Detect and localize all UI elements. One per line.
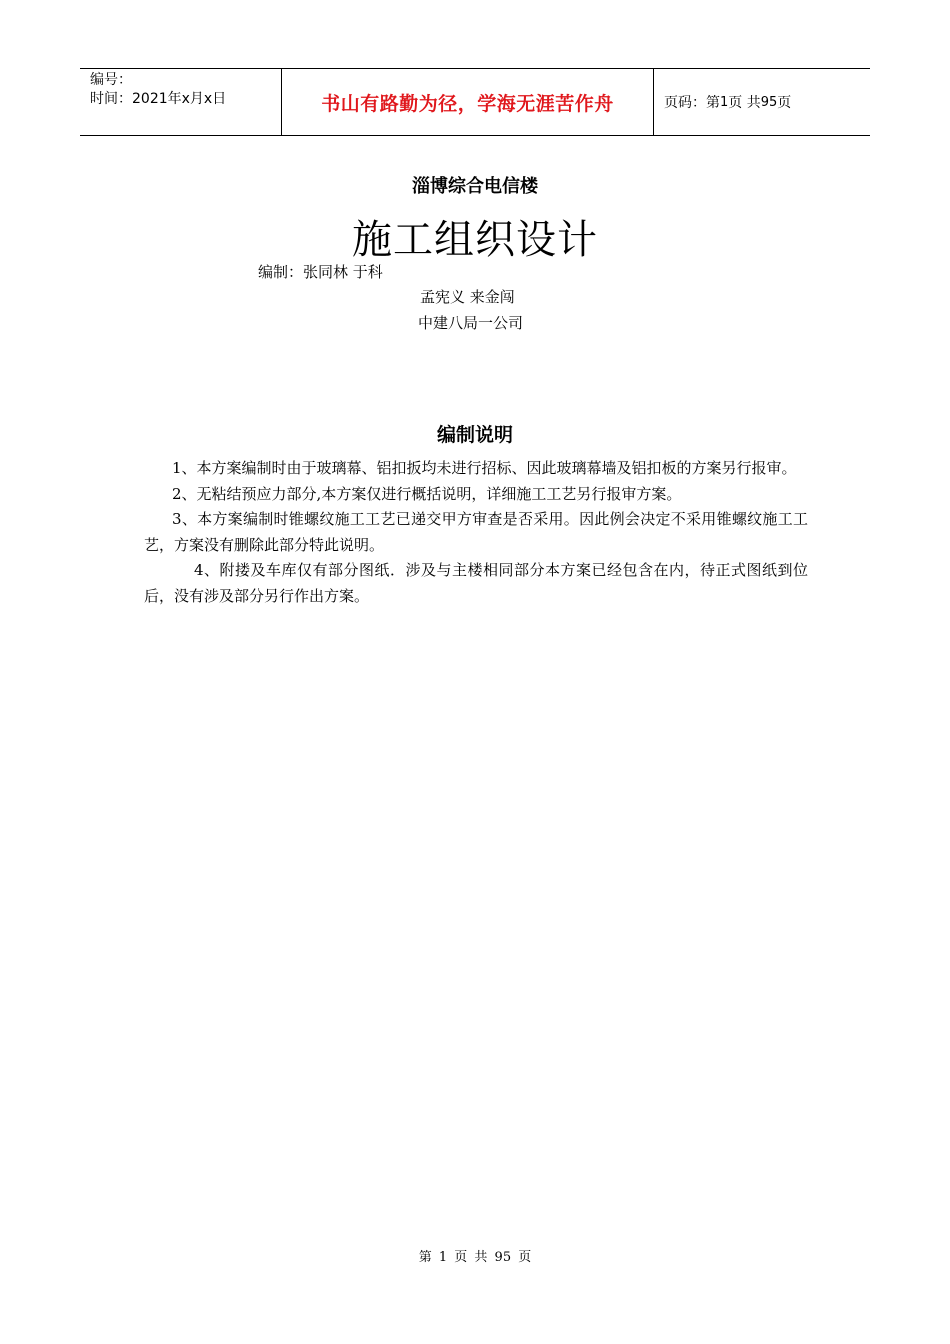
notes-section-title: 编制说明 xyxy=(436,424,513,446)
note-item: 1、本方案编制时由于玻璃幕、铝扣扳均未进行招标、因此玻璃幕墙及铝扣板的方案另行报审。 xyxy=(172,459,797,477)
page-suffix: 页 xyxy=(777,95,792,111)
notes-body xyxy=(144,456,808,609)
document-number-label: 编号： xyxy=(90,72,132,88)
authors-line-3: 中建八局一公司 xyxy=(418,314,524,332)
note-item: 4、附搂及车库仅有部分图纸．涉及与主楼相同部分本方案已经包含在内，待正式图纸到位后，没有涉及部分另行作出方案。 xyxy=(144,561,808,605)
note-item: 3、本方案编制时锥螺纹施工工艺已递交甲方审查是否采用。因此例会决定不采用锥螺纹施工工艺，方案没有删除此部分特此说明。 xyxy=(144,510,808,554)
document-date: 时间：2021年x月x日 xyxy=(90,91,227,107)
page-mid: 页 共 xyxy=(728,95,761,111)
header-motto-cell xyxy=(281,69,654,135)
authors-line-1: 编制：张同林 于科 xyxy=(258,263,383,281)
note-item: 2、无粘结预应力部分,本方案仅进行概括说明，详细施工工艺另行报审方案。 xyxy=(172,484,682,503)
main-title: 施工组织设计 xyxy=(352,217,598,263)
header-meta-cell xyxy=(80,69,281,135)
page-current: 1 xyxy=(720,94,729,110)
page-total: 95 xyxy=(760,94,778,110)
header-page-cell xyxy=(654,69,870,135)
page-prefix: 页码：第 xyxy=(664,95,720,111)
page-footer: 第 1 页 共 95 页 xyxy=(418,1250,532,1265)
header-motto: 书山有路勤为径，学海无涯苦作舟 xyxy=(321,92,614,115)
authors-line-2: 孟宪义 来金闯 xyxy=(420,288,515,306)
organization-title: 淄博综合电信楼 xyxy=(412,176,538,197)
header-table xyxy=(80,68,870,136)
